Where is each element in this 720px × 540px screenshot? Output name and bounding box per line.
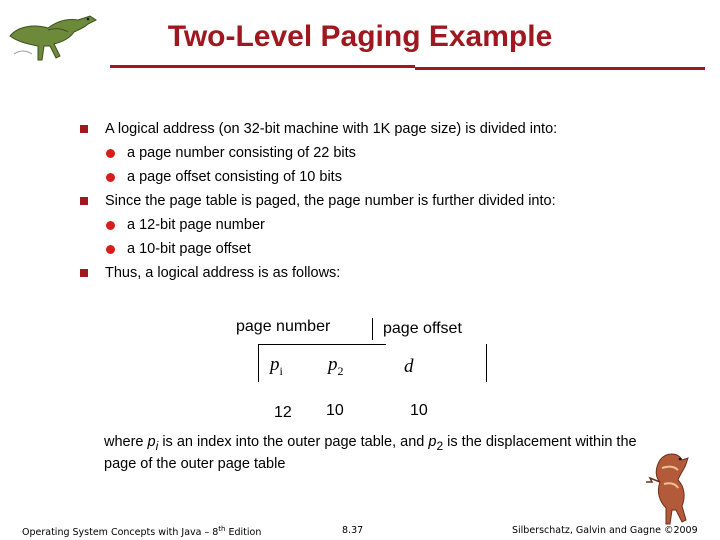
label-divider-line bbox=[372, 318, 373, 340]
page-number-label: page number bbox=[236, 318, 331, 335]
diagram-right-line bbox=[486, 344, 487, 382]
footer-authors: Silberschatz, Galvin and Gagne ©2009 bbox=[512, 525, 698, 536]
dot-bullet-icon bbox=[106, 221, 115, 230]
dinosaur-icon bbox=[632, 448, 712, 528]
field-p1: $p_i$ bbox=[270, 354, 283, 378]
dot-bullet-icon bbox=[106, 173, 115, 182]
dot-bullet-icon bbox=[106, 245, 115, 254]
sub-bullet-item: a page number consisting of 22 bits bbox=[78, 141, 698, 165]
diagram-top-line bbox=[258, 344, 386, 345]
dot-bullet-icon bbox=[106, 149, 115, 158]
bullet-item: Since the page table is paged, the page number is further divided into: bbox=[78, 189, 698, 213]
footer-book-title: Operating System Concepts with Java – 8th Edition bbox=[22, 525, 262, 539]
bits-p2: 10 bbox=[326, 402, 344, 419]
diagram-left-line bbox=[258, 344, 259, 382]
sub-bullet-item: a 12-bit page number bbox=[78, 213, 698, 237]
bullet-item: Thus, a logical address is as follows: bbox=[78, 261, 698, 285]
square-bullet-icon bbox=[80, 125, 88, 133]
bullet-item: A logical address (on 32-bit machine with 1K page size) is divided into: bbox=[78, 117, 698, 141]
square-bullet-icon bbox=[80, 197, 88, 205]
field-p2: $p_2$ bbox=[328, 354, 344, 378]
bits-d: 10 bbox=[410, 402, 428, 419]
field-d: d bbox=[404, 356, 414, 377]
explanation-text: where $p_i$ is an index into the outer page table, and $p_2$ is the displacement within the page of the outer page table bbox=[104, 434, 637, 472]
sub-bullet-item: a page offset consisting of 10 bits bbox=[78, 165, 698, 189]
square-bullet-icon bbox=[80, 269, 88, 277]
title-underline bbox=[110, 65, 415, 68]
title-underline-right bbox=[415, 67, 705, 70]
footer-page-number: 8.37 bbox=[342, 525, 364, 536]
page-offset-label: page offset bbox=[383, 320, 462, 337]
bits-p1: 12 bbox=[274, 404, 292, 421]
slide-title: Two-Level Paging Example bbox=[167, 20, 553, 53]
sub-bullet-item: a 10-bit page offset bbox=[78, 237, 698, 261]
bullet-list bbox=[78, 117, 698, 285]
